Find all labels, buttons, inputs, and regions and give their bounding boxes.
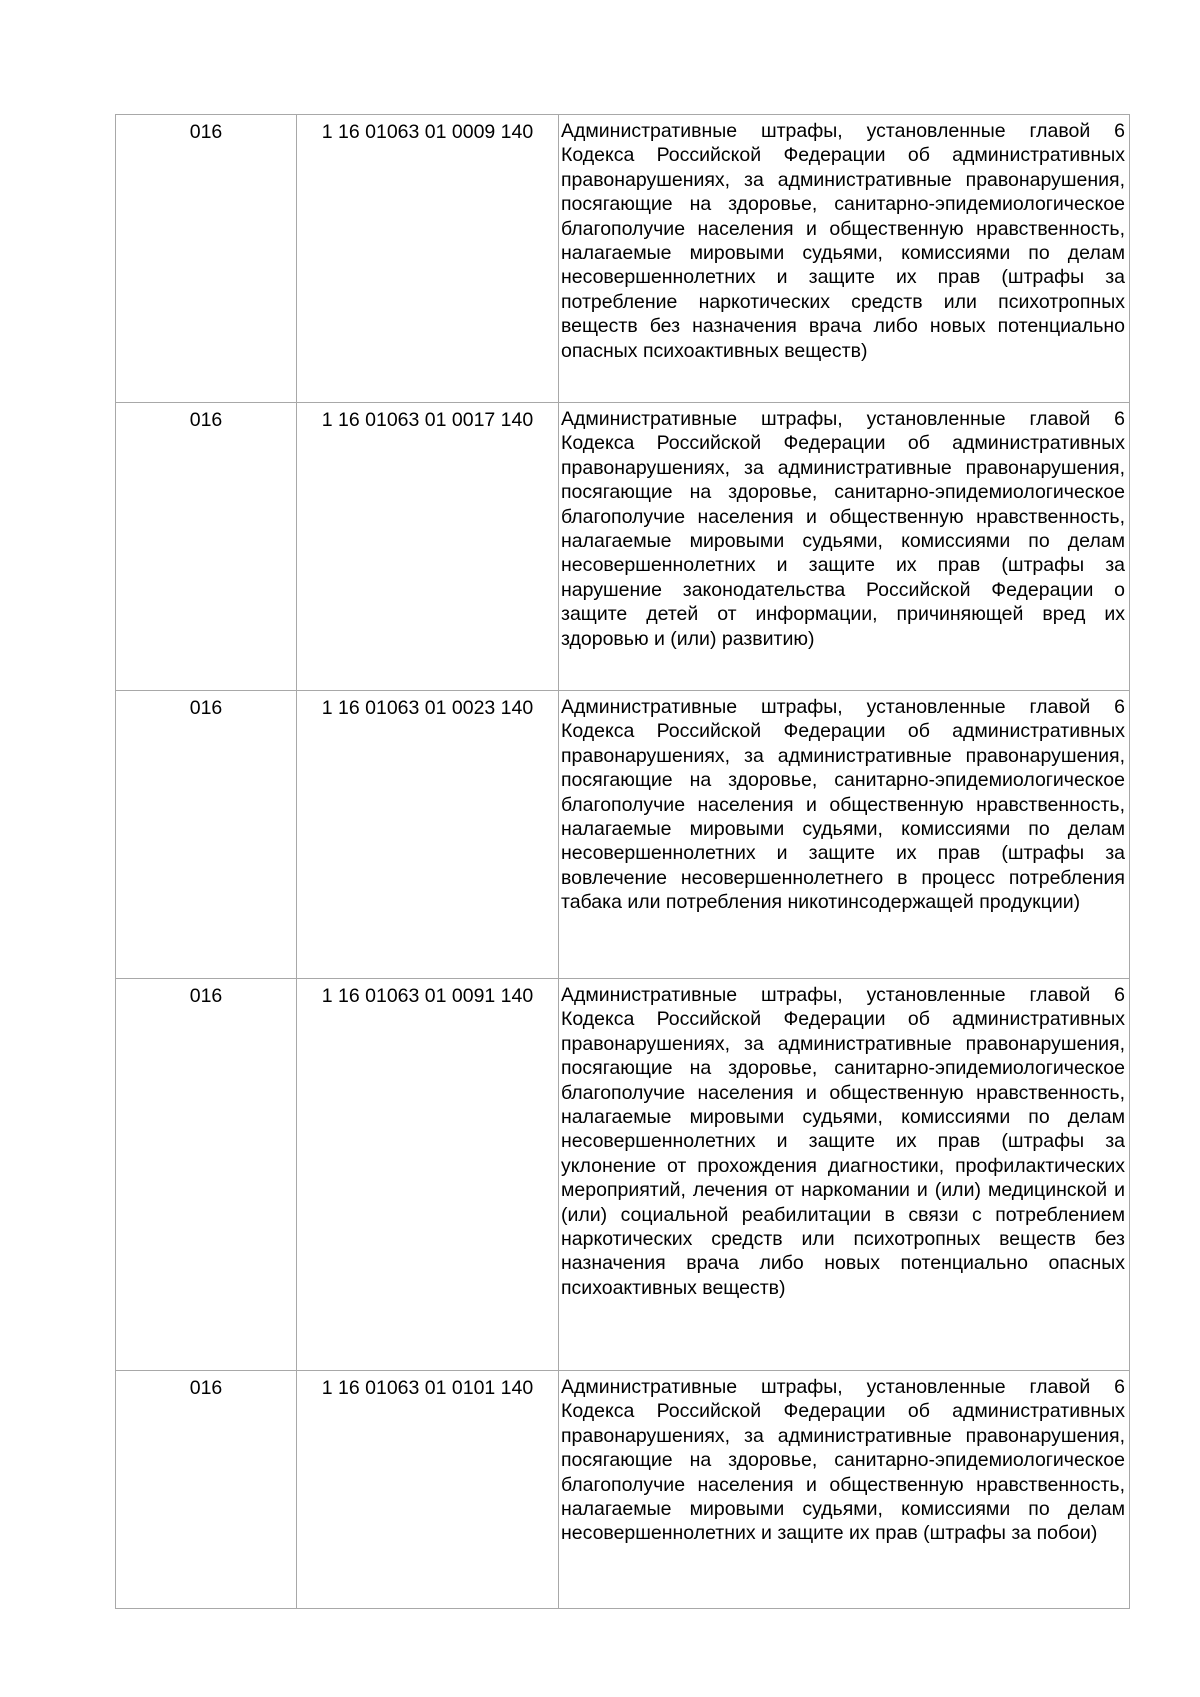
description-cell bbox=[559, 1371, 1130, 1609]
table-row bbox=[116, 403, 1130, 691]
admin-code-cell: 016 bbox=[116, 1371, 297, 1609]
admin-code-cell: 016 bbox=[116, 115, 297, 403]
table-row bbox=[116, 691, 1130, 979]
budget-code-cell: 1 16 01063 01 0091 140 bbox=[297, 979, 559, 1371]
description-text: Административные штрафы, установленные главой 6 Кодекса Российской Федерации об административных правонарушениях, за административные правонарушения, посягающие на здоровье, санитарно-эпидемиологическое благополучие населения и общественную нравственность, налагаемые мировыми судьями, комиссиями по делам несовершеннолетних и защите их прав (штрафы за вовлечение несовершеннолетнего в процесс потребления табака или потребления никотинсодержащей продукции) bbox=[561, 696, 1125, 914]
description-text: Административные штрафы, установленные главой 6 Кодекса Российской Федерации об административных правонарушениях, за административные правонарушения, посягающие на здоровье, санитарно-эпидемиологическое благополучие населения и общественную нравственность, налагаемые мировыми судьями, комиссиями по делам несовершеннолетних и защите их прав (штрафы за нарушение законодательства Российской Федерации о защите детей от информации, причиняющей вред их здоровью и (или) развитию) bbox=[561, 408, 1125, 650]
admin-code-cell: 016 bbox=[116, 979, 297, 1371]
budget-code-cell: 1 16 01063 01 0023 140 bbox=[297, 691, 559, 979]
description-text: Административные штрафы, установленные главой 6 Кодекса Российской Федерации об административных правонарушениях, за административные правонарушения, посягающие на здоровье, санитарно-эпидемиологическое благополучие населения и общественную нравственность, налагаемые мировыми судьями, комиссиями по делам несовершеннолетних и защите их прав (штрафы за побои) bbox=[561, 1376, 1125, 1545]
table-row bbox=[116, 1371, 1130, 1609]
table-row bbox=[116, 979, 1130, 1371]
fines-table bbox=[115, 114, 1130, 1609]
table-row bbox=[116, 115, 1130, 403]
description-cell bbox=[559, 115, 1130, 403]
budget-code-cell: 1 16 01063 01 0017 140 bbox=[297, 403, 559, 691]
admin-code-cell: 016 bbox=[116, 403, 297, 691]
description-cell bbox=[559, 979, 1130, 1371]
admin-code-cell: 016 bbox=[116, 691, 297, 979]
description-cell bbox=[559, 403, 1130, 691]
budget-code-cell: 1 16 01063 01 0101 140 bbox=[297, 1371, 559, 1609]
budget-code-cell: 1 16 01063 01 0009 140 bbox=[297, 115, 559, 403]
description-text: Административные штрафы, установленные главой 6 Кодекса Российской Федерации об административных правонарушениях, за административные правонарушения, посягающие на здоровье, санитарно-эпидемиологическое благополучие населения и общественную нравственность, налагаемые мировыми судьями, комиссиями по делам несовершеннолетних и защите их прав (штрафы за уклонение от прохождения диагностики, профилактических мероприятий, лечения от наркомании и (или) медицинской и (или) социальной реабилитации в связи с потреблением наркотических средств или психотропных веществ без назначения врача либо новых потенциально опасных психоактивных веществ) bbox=[561, 984, 1125, 1299]
description-text: Административные штрафы, установленные главой 6 Кодекса Российской Федерации об административных правонарушениях, за административные правонарушения, посягающие на здоровье, санитарно-эпидемиологическое благополучие населения и общественную нравственность, налагаемые мировыми судьями, комиссиями по делам несовершеннолетних и защите их прав (штрафы за потребление наркотических средств или психотропных веществ без назначения врача либо новых потенциально опасных психоактивных веществ) bbox=[561, 120, 1125, 362]
description-cell bbox=[559, 691, 1130, 979]
